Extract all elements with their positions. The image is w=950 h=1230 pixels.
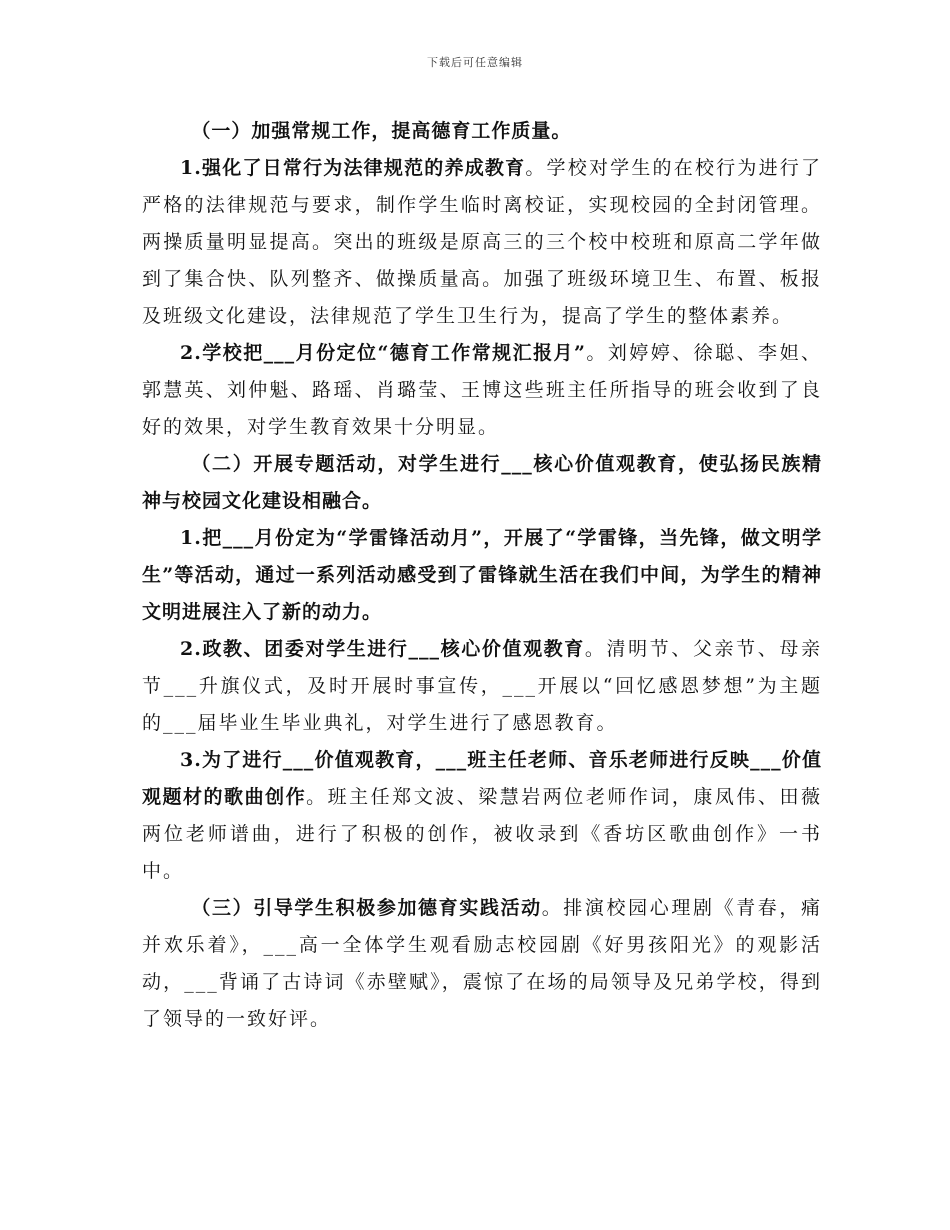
item-2-1-title: 1.把___月份定为“学雷锋活动月”，开展了“学雷锋，当先锋，做文明学生”等活动，通过一系列活动感受到了雷锋就生活在我们中间，为学生的精神文明进展注入了新的动力。 <box>142 527 822 623</box>
item-1-2 <box>142 335 822 446</box>
document-body <box>142 113 822 1038</box>
item-2-3-body: 。班主任郑文波、梁慧岩两位老师作词，康凤伟、田薇两位老师谱曲，进行了积极的创作，被收录到《香坊区歌曲创作》一书中。 <box>142 786 822 882</box>
item-2-1 <box>142 520 822 631</box>
item-2-2-title: 2.政教、团委对学生进行___核心价值观教育 <box>180 638 585 660</box>
section-heading-2-text: （二）开展专题活动，对学生进行___核心价值观教育，使弘扬民族精神与校园文化建设相融合。 <box>142 453 822 512</box>
section-heading-3 <box>142 890 822 1038</box>
item-2-2 <box>142 631 822 742</box>
item-1-1-body: 。学校对学生的在校行为进行了严格的法律规范与要求，制作学生临时离校证，实现校园的全封闭管理。两操质量明显提高。突出的班级是原高三的三个校中校班和原高二学年做到了集合快、队列整齐、做操质量高。加强了班级环境卫生、布置、板报及班级文化建设，法律规范了学生卫生行为，提高了学生的整体素养。 <box>142 157 822 327</box>
section-heading-1 <box>142 113 822 150</box>
item-1-1 <box>142 150 822 335</box>
item-1-1-title: 1.强化了日常行为法律规范的养成教育 <box>180 157 526 179</box>
section-heading-3-text: （三）引导学生积极参加德育实践活动 <box>191 897 542 919</box>
section-heading-1-text: （一）加强常规工作，提高德育工作质量。 <box>191 120 572 142</box>
section-heading-2 <box>142 446 822 520</box>
page-header: 下载后可任意编辑 <box>427 56 523 69</box>
item-2-3-title: 3.为了进行___价值观教育，___班主任老师、音乐老师进行反映___价值观题材的歌曲创作 <box>142 749 822 808</box>
item-2-3 <box>142 742 822 890</box>
item-1-2-title: 2.学校把___月份定位“德育工作常规汇报月” <box>180 342 586 364</box>
section-heading-3-body: 。排演校园心理剧《青春，痛并欢乐着》，___高一全体学生观看励志校园剧《好男孩阳光》的观影活动，___背诵了古诗词《赤壁赋》，震惊了在场的局领导及兄弟学校，得到了领导的一致好评。 <box>142 897 822 1030</box>
item-1-2-body: 。刘婷婷、徐聪、李妲、郭慧英、刘仲魁、路瑶、肖璐莹、王博这些班主任所指导的班会收到了良好的效果，对学生教育效果十分明显。 <box>142 342 822 438</box>
item-2-2-body: 。清明节、父亲节、母亲节___升旗仪式，及时开展时事宣传，___开展以“回忆感恩梦想”为主题的___届毕业生毕业典礼，对学生进行了感恩教育。 <box>142 638 822 734</box>
